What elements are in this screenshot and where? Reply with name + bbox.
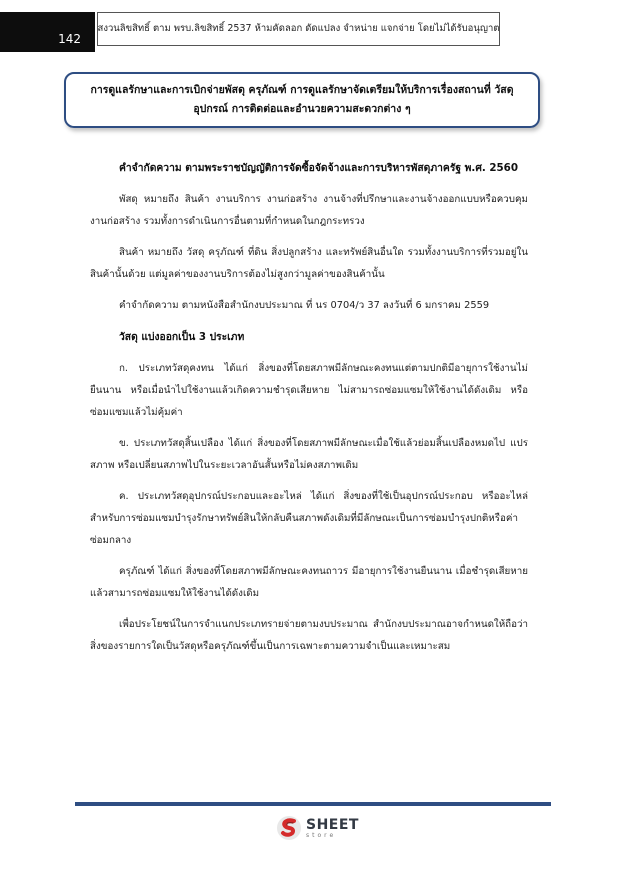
paragraph-supplies-definition: พัสดุ หมายถึง สินค้า งานบริการ งานก่อสร้าง งานจ้างที่ปรึกษาและงานจ้างออกแบบหรือควบคุมงานก่อสร้าง รวมทั้งการดำเนินการอื่นตามที่กำหนดในกฎกระทรวง (90, 194, 528, 227)
paragraph-parts-materials: ค. ประเภทวัสดุอุปกรณ์ประกอบและอะไหล่ ได้แก่ สิ่งของที่ใช้เป็นอุปกรณ์ประกอบ หรืออะไหล่สำหรับการซ่อมแซมบำรุงรักษาทรัพย์สินให้กลับคืนสภาพดังเดิมที่มีลักษณะเป็นการซ่อมบำรุงปกติหรือค่าซ่อมกลาง (90, 491, 528, 546)
material-types-heading: วัสดุ แบ่งออกเป็น 3 ประเภท (119, 331, 245, 343)
logo-word: SHEET (306, 816, 359, 833)
sheet-store-logo (276, 814, 359, 842)
paragraph-budget-bureau-reference: คำจำกัดความ ตามหนังสือสำนักงบประมาณ ที่ นร 0704/ว 37 ลงวันที่ 6 มกราคม 2559 (119, 300, 490, 311)
footer-divider (75, 802, 551, 806)
topic-title (90, 81, 513, 119)
body-content (90, 160, 528, 667)
sheet-store-logo-icon (276, 815, 302, 841)
copyright-notice-box (97, 12, 500, 46)
topic-title-line-2: อุปกรณ์ การติดต่อและอำนวยความสะดวกต่าง ๆ (193, 103, 411, 115)
topic-title-line-1: การดูแลรักษาและการเบิกจ่ายพัสดุ ครุภัณฑ์ การดูแลรักษาจัดเตรียมให้บริการเรื่องสถานที่ วัสดุ (90, 84, 514, 96)
page-number (0, 12, 95, 52)
logo-subword: store (306, 831, 337, 839)
paragraph-equipment-definition: ครุภัณฑ์ ได้แก่ สิ่งของที่โดยสภาพมีลักษณะคงทนถาวร มีอายุการใช้งานยืนนาน เมื่อชำรุดเสียหายแล้วสามารถซ่อมแซมให้ใช้งานได้ดังเดิม (90, 566, 528, 599)
page-number-text: 142 (58, 32, 81, 46)
paragraph-goods-definition: สินค้า หมายถึง วัสดุ ครุภัณฑ์ ที่ดิน สิ่งปลูกสร้าง และทรัพย์สินอื่นใด รวมทั้งงานบริการที่รวมอยู่ในสินค้านั้นด้วย แต่มูลค่าของงานบริการต้องไม่สูงกว่ามูลค่าของสินค้านั้น (90, 247, 528, 280)
topic-title-box (64, 72, 540, 128)
definition-heading: คำจำกัดความ ตามพระราชบัญญัติการจัดซื้อจัดจ้างและการบริหารพัสดุภาครัฐ พ.ศ. 2560 (119, 162, 519, 174)
paragraph-budget-classification: เพื่อประโยชน์ในการจำแนกประเภทรายจ่ายตามงบประมาณ สำนักงบประมาณอาจกำหนดให้ถือว่าสิ่งของรายการใดเป็นวัสดุหรือครุภัณฑ์ขึ้นเป็นการเฉพาะตามความจำเป็นและเหมาะสม (90, 619, 528, 652)
paragraph-consumable-materials: ข. ประเภทวัสดุสิ้นเปลือง ได้แก่ สิ่งของที่โดยสภาพมีลักษณะเมื่อใช้แล้วย่อมสิ้นเปลืองหมดไป แปรสภาพ หรือเปลี่ยนสภาพไปในระยะเวลาอันสั้นหรือไม่คงสภาพเดิม (90, 438, 528, 471)
paragraph-durable-materials: ก. ประเภทวัสดุคงทน ได้แก่ สิ่งของที่โดยสภาพมีลักษณะคงทนแต่ตามปกติมีอายุการใช้งานไม่ยืนนาน หรือเมื่อนำไปใช้งานแล้วเกิดความชำรุดเสียหาย ไม่สามารถซ่อมแซมให้ใช้งานได้ดังเดิม หรือซ่อมแซมแล้วไม่คุ้มค่า (90, 363, 528, 418)
logo-text (306, 818, 359, 839)
copyright-notice: สงวนลิขสิทธิ์ ตาม พรบ.ลิขสิทธิ์ 2537 ห้ามคัดลอก ดัดแปลง จำหน่าย แจกจ่าย โดยไม่ได้รับอนุญาต (97, 23, 500, 34)
